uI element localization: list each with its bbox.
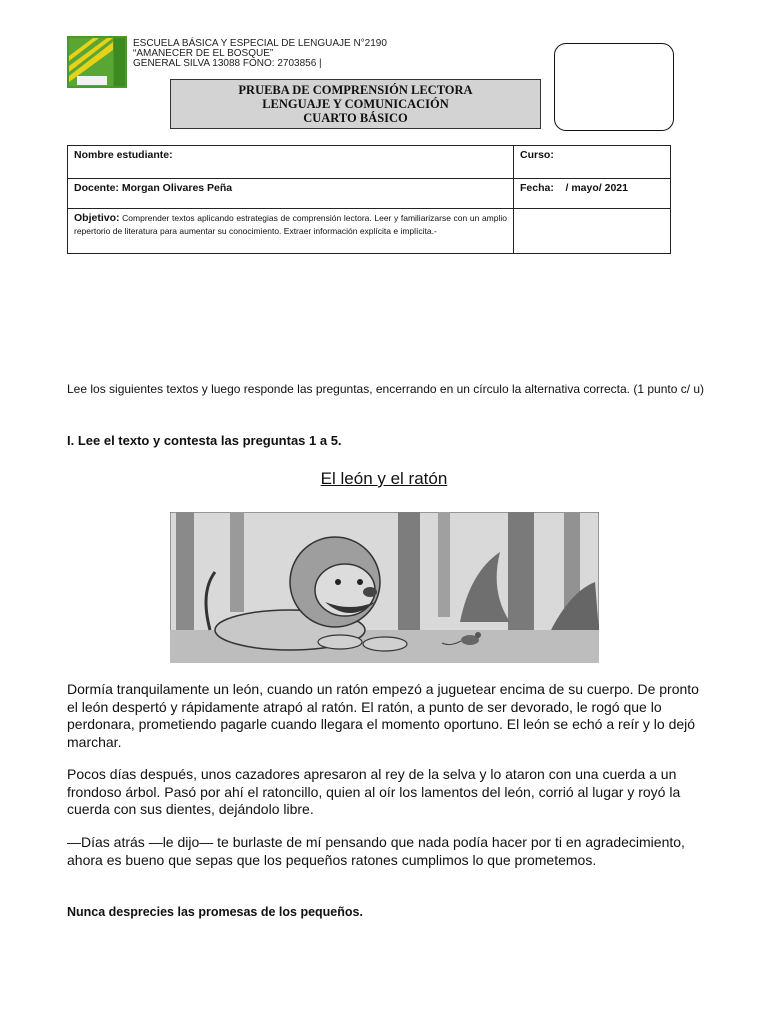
student-info-table — [67, 145, 671, 254]
school-address: GENERAL SILVA 13088 FONO: 2703856 | — [133, 58, 322, 69]
date-cell[interactable] — [514, 179, 671, 209]
story-title: El león y el ratón — [320, 469, 448, 488]
course-cell[interactable] — [514, 146, 671, 179]
objective-text: Comprender textos aplicando estrategias de comprensión lectora. Leer y familiarizarse con un amplio repertorio de literatura para aumentar su conocimiento. Extraer información explícita e implícita.- — [74, 213, 507, 236]
test-title-box — [170, 79, 541, 129]
story-paragraph-2: Pocos días después, unos cazadores apresaron al rey de la selva y lo ataron con una cuerda a un frondoso árbol. Pasó por ahí el ratoncillo, quien al oír los lamentos del león, corrió al lugar y royó la cuerda con sus dientes, dejándolo libre. — [67, 766, 681, 818]
instructions: Lee los siguientes textos y luego responde las preguntas, encerrando en un círculo la alternativa correcta. (1 punto c/ u) — [67, 382, 705, 396]
test-grade: CUARTO BÁSICO — [303, 111, 408, 125]
course-label: Curso: — [520, 149, 554, 161]
teacher-cell — [68, 179, 514, 209]
objective-label: Objetivo: — [74, 212, 120, 224]
section-heading: I. Lee el texto y contesta las preguntas 1 a 5. — [67, 433, 342, 448]
story-paragraph-3: —Días atrás —le dijo— te burlaste de mí pensando que nada podía hacer por ti en agradecimiento, ahora es bueno que sepas que los pequeños ratones cumplimos lo que prometemos. — [67, 834, 685, 868]
lion-mouse-illustration — [170, 512, 599, 663]
student-name-cell[interactable] — [68, 146, 514, 179]
school-name: ESCUELA BÁSICA Y ESPECIAL DE LENGUAJE N°2190 — [133, 38, 387, 49]
objective-cell — [68, 209, 514, 254]
student-name-label: Nombre estudiante: — [74, 149, 173, 161]
story-moral: Nunca desprecies las promesas de los pequeños. — [67, 905, 363, 919]
story-paragraph-1: Dormía tranquilamente un león, cuando un ratón empezó a juguetear encima de su cuerpo. De pronto el león despertó y rápidamente atrapó al ratón. El ratón, a punto de ser devorado, le rogó que lo perdonara, prometiendo pagarle cuando llegara el momento oportuno. El león se echó a reír y lo dejó marchar. — [67, 681, 699, 750]
score-cell[interactable] — [514, 209, 671, 254]
teacher-label: Docente: Morgan Olivares Peña — [74, 182, 233, 194]
date-label: Fecha: — [520, 182, 554, 194]
test-title: PRUEBA DE COMPRENSIÓN LECTORA — [238, 83, 473, 97]
school-subtitle: “AMANECER DE EL BOSQUE” — [133, 48, 274, 59]
test-subject: LENGUAJE Y COMUNICACIÓN — [262, 97, 449, 111]
date-value: / mayo/ 2021 — [565, 182, 628, 194]
photo-box — [554, 43, 674, 131]
school-logo — [67, 36, 127, 88]
